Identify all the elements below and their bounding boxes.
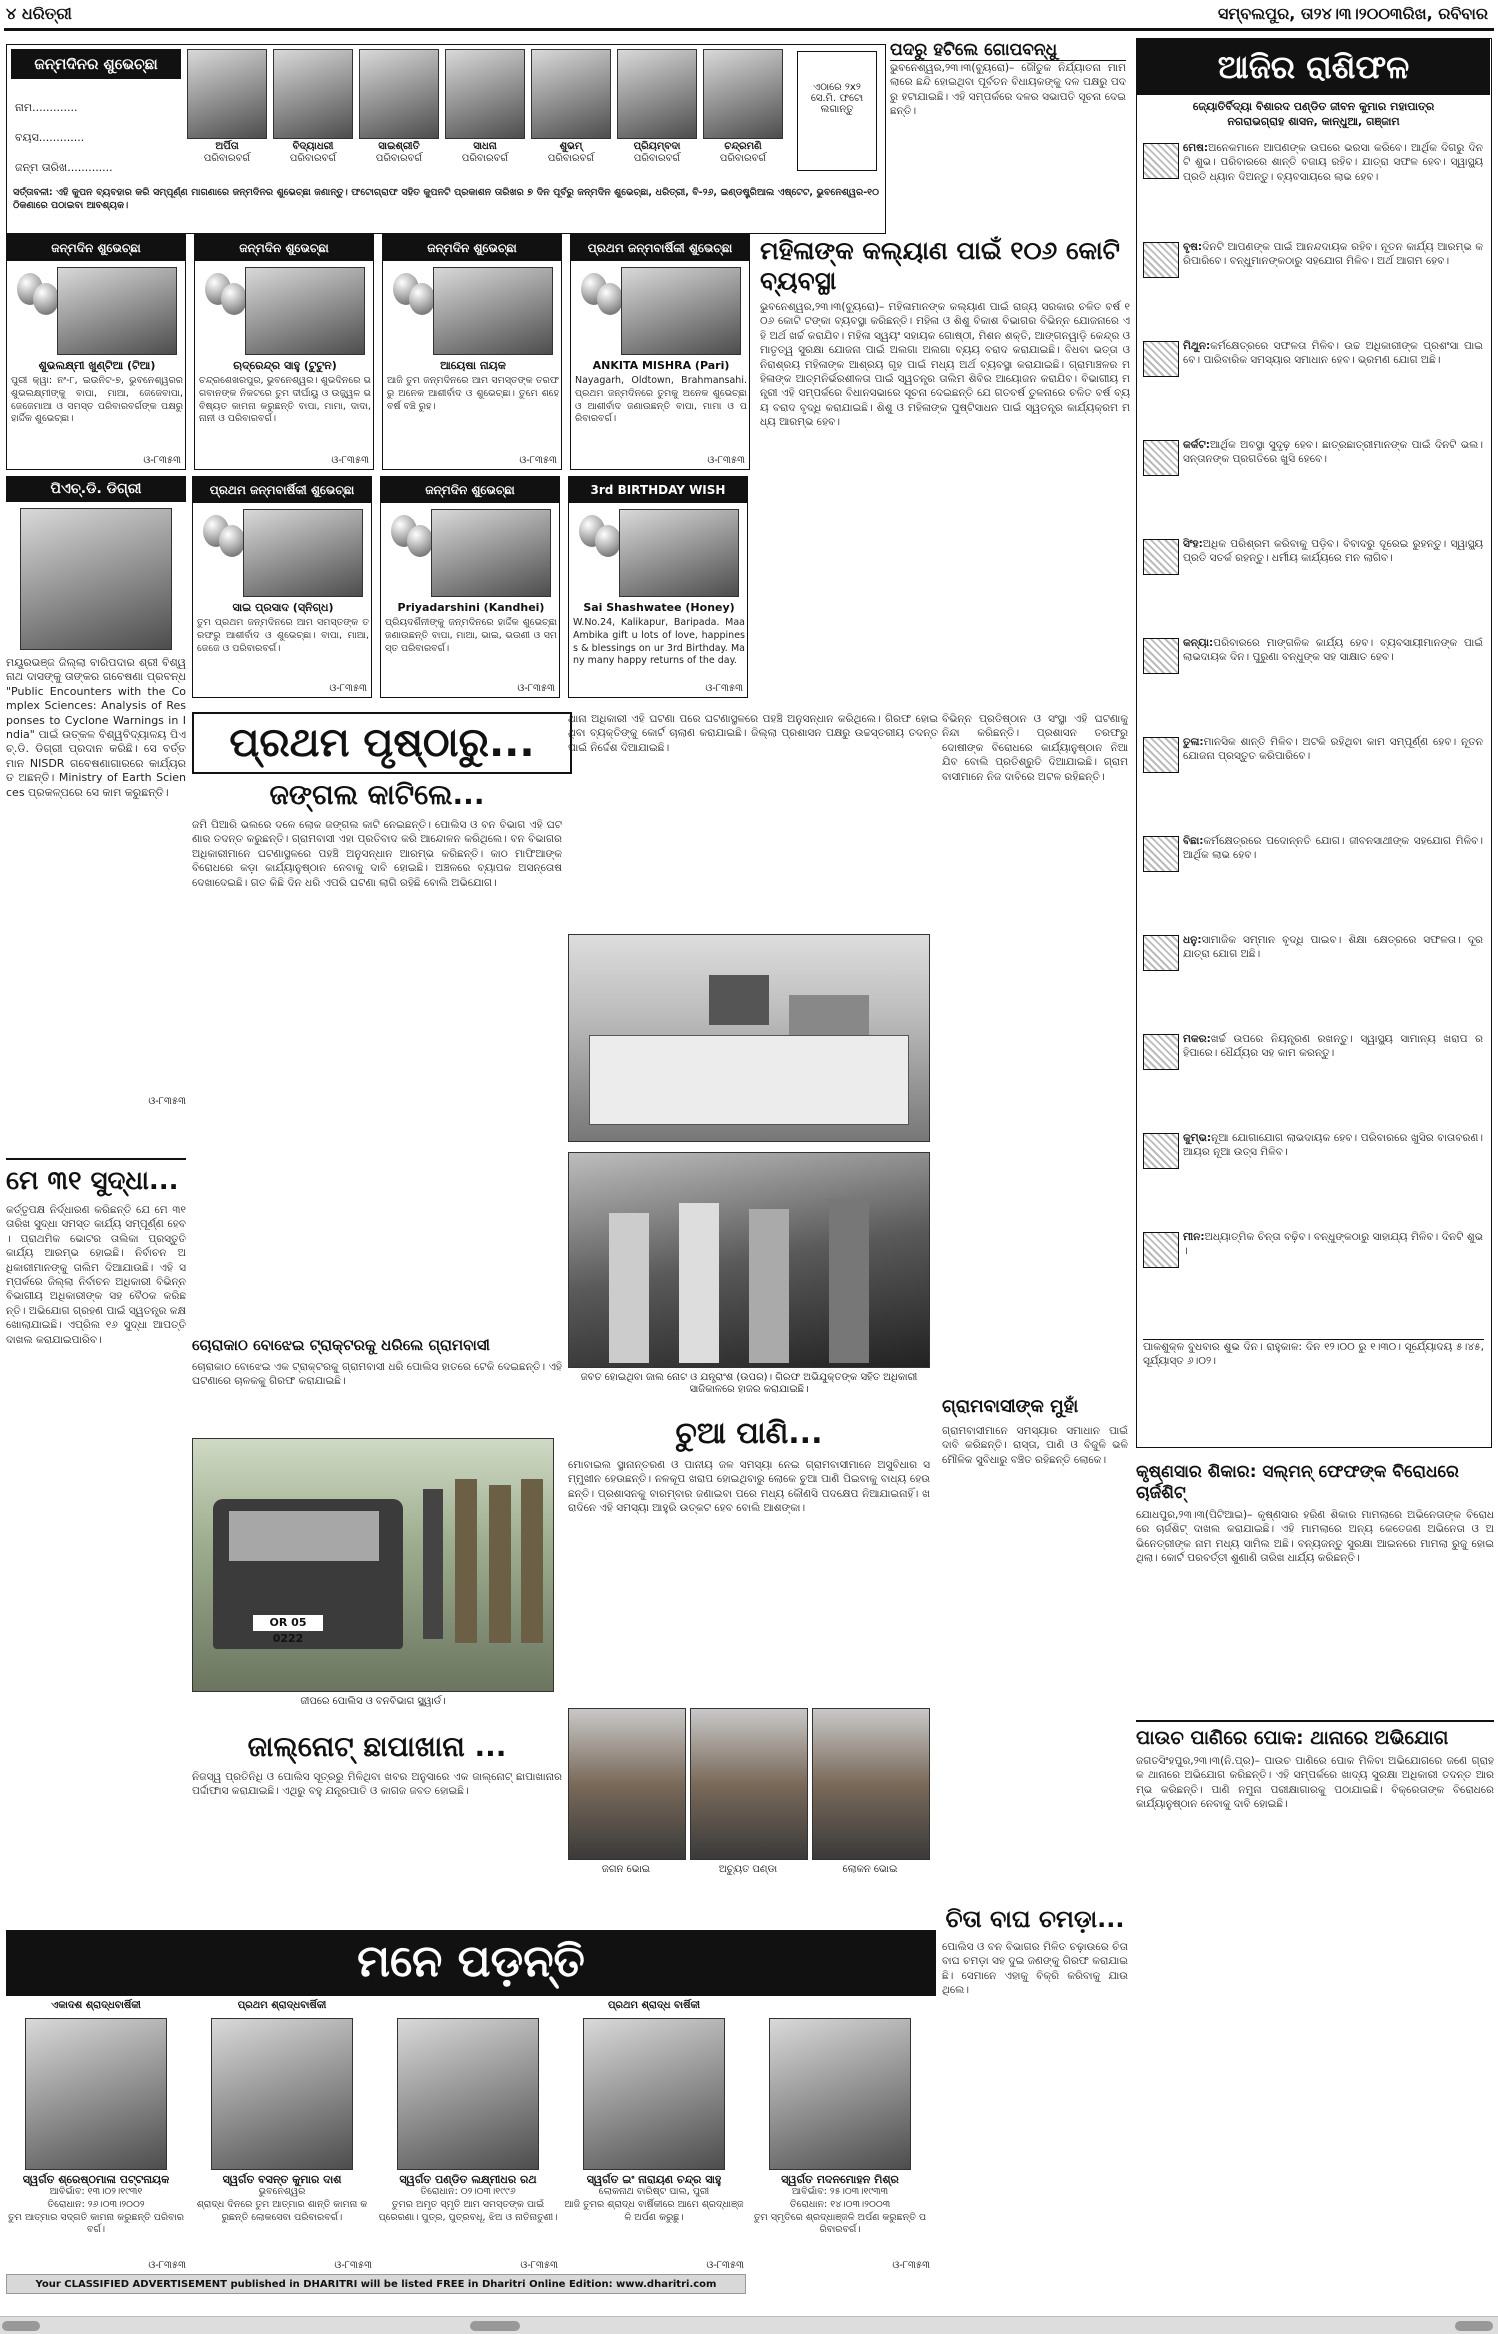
worm-news-title: ପାଉଚ ପାଣିରେ ପୋକ: ଥାନାରେ ଅଭିଯୋଗ — [1136, 1727, 1449, 1749]
kid-name: ସାଧନା — [473, 141, 497, 152]
kid-sub: ପରିବାରବର୍ଗ — [633, 153, 681, 164]
person-photo — [690, 1708, 808, 1860]
person-photo — [568, 1708, 686, 1860]
may31-body: କର୍ତ୍ତୃପକ୍ଷ ନିର୍ଦ୍ଧାରଣ କରିଛନ୍ତି ଯେ ମେ ୩୧ ତାରିଖ ସୁଦ୍ଧା ସମସ୍ତ କାର୍ଯ୍ୟ ସମ୍ପୂର୍ଣ୍ଣ ହେବ। ପ୍ରାଥମିକ ଭୋଟର ତାଲିକା ପ୍ରସ୍ତୁତି କାର୍ଯ୍ୟ ଆରମ୍ଭ ହୋଇଛି। ନିର୍ବାଚନ ଅଧିକାରୀମାନଙ୍କୁ ତାଲିମ ଦିଆଯାଉଛି। ଏହି ସମ୍ପର୍କରେ ଜିଲ୍ଲା ନିର୍ବାଚନ ଅଧିକାରୀ ବିଭିନ୍ନ ବିଭାଗୀୟ ଅଧିକାରୀଙ୍କ ସହ ବୈଠକ କରିଛନ୍ତି। ଅଭିଯୋଗ ଗ୍ରହଣ ପାଇଁ ସ୍ୱତନ୍ତ୍ର କକ୍ଷ ଖୋଲାଯାଇଛି। ଏପ୍ରିଲ ୧୬ ସୁଦ୍ଧା ଆପତ୍ତି ଦାଖଲ କରାଯାଇପାରିବ। — [6, 1204, 186, 1346]
kid-name: ଚନ୍ଦ୍ରମଣି — [724, 141, 762, 152]
person-name: ଲୋକନ ଭୋଇ — [842, 1864, 898, 1875]
kid-card — [617, 49, 697, 179]
worm-news-body: ଜଗତସିଂହପୁର,୨୩।୩(ନି.ପ୍ର)– ପାଉଚ ପାଣିରେ ପୋକ ମିଳିବା ଅଭିଯୋଗରେ ଜଣେ ଗ୍ରାହକ ଥାନାରେ ଅଭିଯୋଗ କରିଛନ୍ତି। ଏହି ସମ୍ପର୍କରେ ଖାଦ୍ୟ ସୁରକ୍ଷା ଅଧିକାରୀ ତଦନ୍ତ ଆରମ୍ଭ କରିଛନ୍ତି। ପାଣି ନମୁନା ପରୀକ୍ଷାଗାରକୁ ପଠାଯାଇଛି। ବିକ୍ରେତାଙ୍କ ବିରୋଧରେ କାର୍ଯ୍ୟାନୁଷ୍ଠାନ ନେବାକୁ ଦାବି ହୋଇଛି। — [1136, 1755, 1494, 1811]
wish-heading: ଜନ୍ମଦିନ ଶୁଭେଚ୍ଛା — [7, 235, 185, 261]
wish-code: ଓ-୮୩୫୩ — [143, 455, 181, 466]
horoscope-sign-text — [1183, 339, 1483, 432]
phd-heading: ପିଏଚ୍.ଡି. ଡିଗ୍ରୀ — [6, 476, 186, 502]
horoscope-sign — [1137, 832, 1490, 931]
jeep-photo — [192, 1438, 554, 1692]
chua-pani-body: ମୋବାଇଲ ସ୍ଥାନାନ୍ତରଣ ଓ ପାନୀୟ ଜଳ ସମସ୍ୟା ନେଇ ଗ୍ରାମବାସୀମାନେ ଅସୁବିଧାର ସମ୍ମୁଖୀନ ହେଉଛନ୍ତି। ନଳକୂପ ଖରାପ ହୋଇଥିବାରୁ ଲୋକେ ଚୁଆ ପାଣି ପିଇବାକୁ ବାଧ୍ୟ ହେଉଛନ୍ତି। ପ୍ରଶାସନକୁ ବାରମ୍ବାର ଜଣାଇବା ପରେ ମଧ୍ୟ କୌଣସି ପଦକ୍ଷେପ ନିଆଯାଇନାହିଁ। ଖରାଦିନେ ଏହି ସମସ୍ୟା ଆହୁରି ଉତ୍କଟ ହେବ ବୋଲି ଆଶଙ୍କା। — [568, 1459, 930, 1515]
memorial-photo — [25, 2018, 167, 2170]
wish-heading: ଜନ୍ମଦିନ ଶୁଭେଚ୍ଛା — [383, 235, 561, 261]
wish-card — [6, 234, 186, 470]
wish-card — [568, 476, 748, 698]
horoscope-sign-text — [1183, 537, 1483, 630]
horoscope-sign — [1137, 1228, 1490, 1327]
balloon-icon — [597, 283, 623, 315]
kid-photo — [273, 49, 353, 139]
front-page-banner: ପ୍ରଥମ ପୃଷ୍ଠାରୁ... — [192, 712, 572, 774]
memorial-photo — [211, 2018, 353, 2170]
zodiac-icon — [1143, 341, 1179, 377]
person-card — [568, 1708, 684, 1886]
horoscope-sign-text — [1183, 933, 1483, 1026]
memorial-card — [750, 2000, 930, 2270]
coupon-name-field: ନାମ............. — [15, 101, 78, 114]
horoscope-sign-body: ଅନେକମାନେ ଆପଣଙ୍କ ଉପରେ ଭରସା କରିବେ। ଆର୍ଥିକ ଦିଗରୁ ଦିନଟି ଶୁଭ। ପରିବାରରେ ଶାନ୍ତି ବଜାୟ ରହିବ। ଯାତ୍ରା ସଫଳ ହେବ। ସ୍ୱାସ୍ଥ୍ୟ ପ୍ରତି ଧ୍ୟାନ ଦିଅନ୍ତୁ। ବ୍ୟବସାୟରେ ଲାଭ ହେବ। — [1183, 142, 1483, 183]
memorial-tag — [750, 2000, 930, 2014]
memorial-name: ସ୍ୱର୍ଗତ ପଣ୍ଡିତ ଲକ୍ଷ୍ମୀଧର ରଥ — [399, 2173, 537, 2186]
horoscope-sign-name: କୁମ୍ଭ: — [1183, 1132, 1212, 1144]
memorial-tag: ଏକାଦଶ ଶ୍ରାଦ୍ଧବାର୍ଷିକୀ — [51, 2000, 141, 2011]
villagers-body: ଗ୍ରାମବାସୀମାନେ ସମସ୍ୟାର ସମାଧାନ ପାଇଁ ଦାବି କରିଛନ୍ତି। ରାସ୍ତା, ପାଣି ଓ ବିଜୁଳି ଭଳି ମୌଳିକ ସୁବିଧାରୁ ବଞ୍ଚିତ ରହିଛନ୍ତି ଲୋକେ। — [942, 1425, 1128, 1466]
wish-text: ଆଜି ତୁମ ଜନ୍ମଦିନରେ ଆମ ସମସ୍ତଙ୍କ ତରଫରୁ ଅନେକ ଆଶୀର୍ବାଦ ଓ ଶୁଭେଚ୍ଛା। ତୁମେ ଶହେ ବର୍ଷ ବଞ୍ଚି ରୁହ। — [387, 375, 559, 412]
caught-body: ଚୋରାକାଠ ବୋଝେଇ ଏକ ଟ୍ରାକ୍ଟରକୁ ଗ୍ରାମବାସୀ ଧରି ପୋଲିସ ହାତରେ ଟେକି ଦେଇଛନ୍ତି। ଏହି ଘଟଣାରେ ଚାଳକକୁ ଗିରଫ କରାଯାଇଛି। — [192, 1361, 562, 1388]
horoscope-sign-name: ଧନୁ: — [1183, 934, 1202, 946]
zodiac-icon — [1143, 1232, 1179, 1268]
memorial-card — [564, 2000, 744, 2270]
balloon-icon — [407, 525, 433, 557]
person-card — [812, 1708, 928, 1886]
horoscope-sign-body: କର୍ମକ୍ଷେତ୍ରରେ ପଦୋନ୍ନତି ଯୋଗ। ଜୀବନସାଥୀଙ୍କ ସହଯୋଗ ମିଳିବ। ଆର୍ଥିକ ଲାଭ ହେବ। — [1183, 835, 1483, 862]
wish-code: ଓ-୮୩୫୩ — [705, 683, 743, 694]
memorial-name: ସ୍ୱର୍ଗତ ମଦନମୋହନ ମିଶ୍ର — [781, 2173, 899, 2186]
wish-heading: 3rd BIRTHDAY WISH — [569, 477, 747, 503]
kid-photo — [187, 49, 267, 139]
women-news-title: ମହିଳାଙ୍କ କଲ୍ୟାଣ ପାଇଁ ୧୦୬ କୋଟି ବ୍ୟବସ୍ଥା — [760, 236, 1120, 295]
horoscope-sign-text — [1183, 141, 1483, 234]
wish-code: ଓ-୮୩୫୩ — [707, 455, 745, 466]
leopard-news — [942, 1904, 1128, 2296]
kids-photo-row — [187, 49, 787, 179]
memorial-tag: ପ୍ରଥମ ଶ୍ରାଦ୍ଧବାର୍ଷିକୀ — [237, 2000, 327, 2011]
wish-name: ଋଦ୍ରେନ୍ଦ୍ର ସାହୁ (ଟୁଟୁନ) — [233, 359, 337, 372]
memorial-row — [6, 2000, 936, 2296]
horoscope-byline: ଜ୍ୟୋତିର୍ବିଦ୍ୟା ବିଶାରଦ ପଣ୍ଡିତ ଜୀବନ କୁମାର ମହାପାତ୍ର ନଗରାଭଗ୍ରାହ ଶାସନ, କାନ୍ଧୁଆ, ଗଞ୍ଜାମ — [1192, 100, 1435, 128]
horoscope-sign — [1137, 238, 1490, 337]
wish-name: ଶୁଭଲକ୍ଷ୍ମୀ ଖୁଣ୍ଟିଆ (ଟିଆ) — [38, 359, 156, 372]
seized-caption: ଜବତ ହୋଇଥିବା ଜାଲ ନୋଟ ଓ ଯନ୍ତ୍ରାଂଶ (ଉପର)। ଗିରଫ ଅଭିଯୁକ୍ତଙ୍କ ସହିତ ଅଧିକାରୀ ସାଜିକାଳରେ ହାଜର କରାଯାଇଛି। — [580, 1372, 918, 1395]
balloon-icon — [219, 525, 245, 557]
kid-sub: ପରିବାରବର୍ଗ — [289, 153, 337, 164]
wish-card — [192, 476, 372, 698]
coupon-date-field: ଜନ୍ମ ତାରିଖ............. — [15, 161, 113, 174]
memorial-card — [6, 2000, 186, 2270]
kid-photo — [359, 49, 439, 139]
horoscope-sign-text — [1183, 1230, 1483, 1323]
kid-card — [359, 49, 439, 179]
birthday-coupon — [6, 44, 886, 234]
person-name: ଅଚ୍ୟୁତ ପଣ୍ଡା — [718, 1864, 778, 1875]
horoscope-sign-body: ଦିନଟି ଆପଣଙ୍କ ପାଇଁ ଆନନ୍ଦଦାୟକ ରହିବ। ନୂତନ କାର୍ଯ୍ୟ ଆରମ୍ଭ କରିପାରିବେ। ବନ୍ଧୁମାନଙ୍କଠାରୁ ସହଯୋଗ ମିଳିବ। ଅର୍ଥ ଆଗମ ହେବ। — [1183, 241, 1483, 268]
zodiac-icon — [1143, 737, 1179, 773]
wish-text: W.No.24, Kalikapur, Baripada. Maa Ambika gift u lots of love, happiness & blessings on ur 3rd Birthday. Many many happy returns of the day. — [573, 617, 745, 667]
horoscope-sign-text — [1183, 636, 1483, 729]
horoscope-sign — [1137, 1030, 1490, 1129]
wish-name: Sai Shashwatee (Honey) — [583, 601, 735, 614]
wish-row-2 — [192, 476, 756, 702]
photo-placeholder: ଏଠାରେ ୨x୨ ସେ.ମି. ଫଟୋ ଲଗାନ୍ତୁ — [797, 51, 877, 171]
horoscope-sign — [1137, 139, 1490, 238]
wish-card — [194, 234, 374, 470]
zodiac-icon — [1143, 440, 1179, 476]
person-card — [690, 1708, 806, 1886]
leopard-title: ଚିତା ବାଘ ଚମଡ଼ା... — [945, 1905, 1125, 1933]
zodiac-icon — [1143, 242, 1179, 278]
worm-news — [1136, 1726, 1494, 2296]
zodiac-icon — [1143, 539, 1179, 575]
wish-code: ଓ-୮୩୫୩ — [519, 455, 557, 466]
deer-news — [1136, 1462, 1494, 1722]
jeep-caption: ଜୀପରେ ପୋଲିସ ଓ ବନବିଭାଗ ସ୍କ୍ୱାର୍ଡ। — [300, 1696, 446, 1707]
dropped-news-title: ପଦରୁ ହଟିଲେ ଗୋପବନ୍ଧୁ — [890, 40, 1126, 61]
memorial-photo — [769, 2018, 911, 2170]
villagers-title: ଗ୍ରାମବାସୀଙ୍କ ମୁହାଁ — [942, 1396, 1079, 1417]
memorial-photo — [397, 2018, 539, 2170]
women-welfare-news — [760, 236, 1130, 708]
kid-card — [273, 49, 353, 179]
kid-card — [187, 49, 267, 179]
memorial-card — [192, 2000, 372, 2270]
horoscope-sign-name: କର୍କଟ: — [1183, 439, 1210, 451]
edition-date: ସମ୍ବଲପୁର, ତା୨୪।୩।୨୦୦୩ରିଖ, ରବିବାର — [1217, 4, 1488, 23]
wish-heading: ପ୍ରଥମ ଜନ୍ମବାର୍ଷିକୀ ଶୁଭେଚ୍ଛା — [571, 235, 749, 261]
wish-photo — [433, 267, 553, 355]
wish-name: Priyadarshini (Kandhei) — [397, 601, 545, 614]
chua-pani-title: ଚୁଆ ପାଣି... — [675, 1416, 823, 1451]
horoscope-sign-text — [1183, 1032, 1483, 1125]
horoscope-sign-body: ମାନସିକ ଶାନ୍ତି ମିଳିବ। ଅଟକି ରହିଥିବା କାମ ସମ୍ପୂର୍ଣ୍ଣ ହେବ। ନୂତନ ଯୋଜନା ପ୍ରସ୍ତୁତ କରିପାରିବେ। — [1183, 736, 1483, 763]
kid-sub: ପରିବାରବର୍ଗ — [203, 153, 251, 164]
kid-sub: ପରିବାରବର୍ଗ — [719, 153, 767, 164]
memorial-code: ଓ-୮୩୫୩ — [706, 2260, 744, 2271]
wish-photo — [243, 509, 363, 597]
phd-notice — [6, 476, 186, 1156]
may31-title: ମେ ୩୧ ସୁଦ୍ଧା... — [6, 1166, 179, 1196]
balloon-icon — [409, 283, 435, 315]
coupon-age-field: ବୟସ............. — [15, 131, 85, 144]
zodiac-icon — [1143, 836, 1179, 872]
caught-title: ଚୋରାକାଠ ବୋଝେଇ ଟ୍ରାକ୍ଟରକୁ ଧରିଲେ ଗ୍ରାମବାସୀ — [192, 1336, 490, 1354]
wish-name: ଆୟେଷା ନାୟକ — [440, 359, 506, 372]
kid-photo — [445, 49, 525, 139]
horoscope-sign — [1137, 535, 1490, 634]
kid-name: ପ୍ରିୟମ୍ବଦା — [633, 141, 681, 152]
horoscope-sign — [1137, 436, 1490, 535]
wish-card — [380, 476, 560, 698]
horoscope-sign-body: ଆର୍ଥିକ ଅବସ୍ଥା ସୁଦୃଢ଼ ହେବ। ଛାତ୍ରଛାତ୍ରୀମାନଙ୍କ ପାଇଁ ଦିନଟି ଭଲ। ସନ୍ତାନଙ୍କ ପ୍ରଗତିରେ ଖୁସି ହେବେ। — [1183, 439, 1483, 466]
horoscope-sign-name: ସିଂହ: — [1183, 538, 1203, 550]
balloon-icon — [33, 283, 59, 315]
memorial-text: ଆବିର୍ଭାବ: ୨୫।୦୩।୧୯୩୩ ତିରୋଧାନ: ୧୪।୦୩।୨୦୦୩ ତୁମ ସ୍ମୃତିରେ ଶ୍ରଦ୍ଧାଞ୍ଜଳି ଅର୍ପଣ କରୁଛନ୍ତି ପରିବାରବର୍ଗ। — [753, 2186, 927, 2236]
horoscope-sign — [1137, 337, 1490, 436]
deer-news-title: କୃଷ୍ଣସାର ଶିକାର: ସଲ୍‌ମନ୍ ଫେଫଙ୍କ ବିରୋଧରେ ଚାର୍ଜଶିଟ୍ — [1136, 1462, 1459, 1503]
scroll-thumb[interactable] — [470, 2321, 520, 2331]
horoscope-sign — [1137, 931, 1490, 1030]
front-mid-body: ଥାନା ଅଧିକାରୀ ଏହି ଘଟଣା ପରେ ଘଟଣାସ୍ଥଳରେ ପହଞ୍ଚି ଅନୁସନ୍ଧାନ କରିଥିଲେ। ଗିରଫ ହୋଇଥିବା ବ୍ୟକ୍ତିଙ୍କୁ କୋର୍ଟ ଚାଲାଣ କରାଯାଇଛି। ଜିଲ୍ଲା ପ୍ରଶାସନ ପକ୍ଷରୁ ଉଚ୍ଚସ୍ତରୀୟ ତଦନ୍ତ ପାଇଁ ନିର୍ଦ୍ଦେଶ ଦିଆଯାଇଛି। — [568, 713, 938, 754]
horoscope-sign — [1137, 733, 1490, 832]
wish-text: ପ୍ରିୟଦର୍ଶିନୀଙ୍କୁ ଜନ୍ମଦିନରେ ହାର୍ଦ୍ଦିକ ଶୁଭେଚ୍ଛା ଜଣାଉଛନ୍ତି ବାପା, ମାଆ, ଭାଇ, ଭଉଣୀ ଓ ସମସ୍ତ ପରିବାରବର୍ଗ। — [385, 617, 557, 654]
horoscope-footer: ପାକଶୁକ୍ଳ ବୁଧବାର ଶୁଭ ଦିନ। ରାହୁକାଳ: ଦିନ ୧୨।୦୦ ରୁ ୧।୩୦। ସୂର୍ଯ୍ୟୋଦୟ ୫।୪୫, ସୂର୍ଯ୍ୟାସ୍ତ ୬।୦୨। — [1143, 1339, 1484, 1439]
wish-code: ଓ-୮୩୫୩ — [329, 683, 367, 694]
horoscope-sign — [1137, 634, 1490, 733]
seized-items-photo — [568, 934, 930, 1142]
kid-name: ସାଇଶ୍ରୀତି — [378, 141, 420, 152]
balloon-icon — [595, 525, 621, 557]
women-news-body: ଭୁବନେଶ୍ୱର,୨୩।୩(ବ୍ୟୁରୋ)– ମହିଳାମାନଙ୍କ କଲ୍ୟାଣ ପାଇଁ ରାଜ୍ୟ ସରକାର ଚଳିତ ବର୍ଷ ୧୦୬ କୋଟି ଟଙ୍କା ବ୍ୟବସ୍ଥା କରିଛନ୍ତି। ମହିଳା ଓ ଶିଶୁ ବିକାଶ ବିଭାଗର ବିଭିନ୍ନ ଯୋଜନାରେ ଏହି ଅର୍ଥ ଖର୍ଚ୍ଚ କରାଯିବ। ମହିଳା ସ୍ୱୟଂ ସହାୟକ ଗୋଷ୍ଠୀ, ମିଶନ ଶକ୍ତି, ଆଙ୍ଗନୱାଡ଼ି କେନ୍ଦ୍ର ଓ ମାତୃତ୍ୱ ସୁରକ୍ଷା ଯୋଜନା ପାଇଁ ଅଲଗା ଅଲଗା ବ୍ୟୟ ବରାଦ କରାଯାଇଛି। ବିଧବା ଭତ୍ତା ଓ ନିରାଶ୍ରୟ ମହିଳାଙ୍କ ଆଶ୍ରୟ ଗୃହ ପାଇଁ ମଧ୍ୟ ଅର୍ଥ ବ୍ୟବସ୍ଥା କରାଯାଇଛି। ଗ୍ରାମାଞ୍ଚଳର ମହିଳାଙ୍କ ଆତ୍ମନିର୍ଭରଶୀଳତା ପାଇଁ ସ୍ୱତନ୍ତ୍ର ତାଲିମ ଶିବିର ଆୟୋଜନ କରାଯିବ। ବିଭାଗୀୟ ମନ୍ତ୍ରୀ ଏହି ସମ୍ପର୍କରେ ବିଧାନସଭାରେ ସୂଚନା ଦେଇଛନ୍ତି ଯେ ଗତବର୍ଷ ତୁଳନାରେ ଚଳିତ ବର୍ଷ ବ୍ୟୟ ବରାଦ ବୃଦ୍ଧି କରାଯାଇଛି। ଶିଶୁ ଓ ମହିଳାଙ୍କ ପୁଷ୍ଟିସାଧନ ପାଇଁ ସ୍ୱତନ୍ତ୍ର କାର୍ଯ୍ୟକ୍ରମ ମଧ୍ୟ ଆରମ୍ଭ ହେବ। — [760, 301, 1130, 429]
wish-photo — [619, 509, 739, 597]
wish-card — [382, 234, 562, 470]
horoscope-sign-name: ତୁଳା: — [1183, 736, 1204, 748]
memorial-tag — [378, 2000, 558, 2014]
jeep-plate: OR 05 0222 — [253, 1615, 323, 1631]
wish-name: ସାଇ ପ୍ରସାଦ (ସ୍ନିଗ୍ଧ) — [232, 601, 334, 614]
memorial-code: ଓ-୮୩୫୩ — [892, 2260, 930, 2271]
scroll-left-arrow[interactable] — [2, 2321, 40, 2331]
horizontal-scrollbar[interactable] — [0, 2316, 1498, 2334]
wish-name: ANKITA MISHRA (Pari) — [592, 359, 730, 372]
wish-text: ଚନ୍ଦ୍ରଶେଖରପୁର, ଭୁବନେଶ୍ୱର। ଶୁଭଦିନରେ ଭଗବାନଙ୍କ ନିକଟରେ ତୁମ ଦୀର୍ଘାୟୁ ଓ ଉଜ୍ଜ୍ୱଳ ଭବିଷ୍ୟତ କାମନା କରୁଛନ୍ତି ବାପା, ମାମା, ଦାଦା, ନାନୀ ଓ ପରିବାରବର୍ଗ। — [199, 375, 371, 425]
wish-photo — [245, 267, 365, 355]
wish-photo — [57, 267, 177, 355]
horoscope-sign-name: କନ୍ୟା: — [1183, 637, 1214, 649]
memorial-name: ସ୍ୱର୍ଗତ ବସନ୍ତ କୁମାର ଦାଶ — [222, 2173, 342, 2186]
wish-text: Nayagarh, Oldtown, Brahmansahi. ପ୍ରଥମ ଜନ୍ମଦିନରେ ତୁମକୁ ଅନେକ ଶୁଭେଚ୍ଛା ଓ ଆଶୀର୍ବାଦ ଜଣାଉଛନ୍ତି ବାପା, ମାମା ଓ ପରିବାରବର୍ଗ। — [575, 375, 747, 425]
wish-code: ଓ-୮୩୫୩ — [331, 455, 369, 466]
horoscope-sign-name: ମୀନ: — [1183, 1231, 1205, 1243]
zodiac-icon — [1143, 1034, 1179, 1070]
horoscope-sign-text — [1183, 438, 1483, 531]
memorial-text: ଆବିର୍ଭାବ: ୧୩।୦୨।୧୯୩୧ ତିରୋଧାନ: ୨୬।୦୩।୨୦୦୨ ତୁମ ଆତ୍ମାର ସଦ୍‌ଗତି କାମନା କରୁଛନ୍ତି ପରିବାରବର୍ଗ। — [8, 2186, 184, 2236]
memorial-text: ଭୁବନେଶ୍ୱର ଶ୍ରାଦ୍ଧ ଦିନରେ ତୁମ ଆତ୍ମାର ଶାନ୍ତି କାମନା କରୁଛନ୍ତି ଲୋକସେବା ପରିବାରବର୍ଗ। — [196, 2186, 368, 2223]
jungle-title: ଜଙ୍ଗଲ କାଟିଲେ... — [269, 778, 485, 811]
horoscope-sign-body: ଅଧିକ ପରିଶ୍ରମ କରିବାକୁ ପଡ଼ିବ। ବିବାଦରୁ ଦୂରେଇ ରୁହନ୍ତୁ। ସ୍ୱାସ୍ଥ୍ୟ ପ୍ରତି ସତର୍କ ରହନ୍ତୁ। ଧର୍ମୀୟ କାର୍ଯ୍ୟରେ ମନ ଲାଗିବ। — [1183, 538, 1483, 565]
person-photo — [812, 1708, 930, 1860]
memorial-name: ସ୍ୱର୍ଗତ ଶ୍ରେଷ୍ଠମାଳା ପଟ୍ଟନାୟକ — [22, 2173, 170, 2186]
zodiac-icon — [1143, 1133, 1179, 1169]
kid-photo — [531, 49, 611, 139]
kid-name: ଅର୍ପିତା — [215, 141, 239, 152]
memorial-tag: ପ୍ରଥମ ଶ୍ରାଦ୍ଧ ବାର୍ଷିକୀ — [607, 2000, 701, 2011]
wish-heading: ଜନ୍ମଦିନ ଶୁଭେଚ୍ଛା — [195, 235, 373, 261]
accused-photo — [568, 1152, 930, 1368]
memorial-text: ତିରୋଧାନ: ୦୨।୦୩।୧୯୯୬ ତୁମର ଅମୃତ ସ୍ମୃତି ଆମ ସମସ୍ତଙ୍କ ପାଇଁ ପ୍ରେରଣା। ପୁତ୍ର, ପୁତ୍ରବଧୂ, ଝିଅ ଓ ନାତିନାତୁଣୀ। — [378, 2186, 558, 2223]
wish-photo — [621, 267, 741, 355]
front-right-body: ବିଭିନ୍ନ ପ୍ରତିଷ୍ଠାନ ଓ ସଂସ୍ଥା ଏହି ଘଟଣାକୁ ନିନ୍ଦା କରିଛନ୍ତି। ପ୍ରଶାସନ ତରଫରୁ ଦୋଷୀଙ୍କ ବିରୋଧରେ କାର୍ଯ୍ୟାନୁଷ୍ଠାନ ନିଆଯିବ ବୋଲି ପ୍ରତିଶ୍ରୁତି ଦିଆଯାଇଛି। ଗ୍ରାମବାସୀମାନେ ନିଜ ଦାବିରେ ଅଟଳ ରହିଛନ୍ତି। — [942, 713, 1128, 783]
horoscope-sign-text — [1183, 834, 1483, 927]
horoscope-sign — [1137, 1129, 1490, 1228]
wish-text: ତୁମ ପ୍ରଥମ ଜନ୍ମଦିନରେ ଆମ ସମସ୍ତଙ୍କ ତରଫରୁ ଆଶୀର୍ବାଦ ଓ ଶୁଭେଚ୍ଛା। ବାପା, ମାଆ, ଜେଜେ ଓ ପରିବାରବର୍ଗ। — [197, 617, 369, 654]
horoscope-sign-body: ପରିବାରରେ ମାଙ୍ଗଳିକ କାର୍ଯ୍ୟ ହେବ। ବ୍ୟବସାୟୀମାନଙ୍କ ପାଇଁ ଲାଭଦାୟକ ଦିନ। ପୁରୁଣା ବନ୍ଧୁଙ୍କ ସହ ସାକ୍ଷାତ ହେବ। — [1183, 637, 1483, 664]
memorial-code: ଓ-୮୩୫୩ — [148, 2260, 186, 2271]
memorial-banner: ମନେ ପଡ଼ନ୍ତି — [6, 1930, 936, 1996]
wish-photo — [431, 509, 551, 597]
coupon-title: ଜନ୍ମଦିନର ଶୁଭେଚ୍ଛା — [11, 49, 181, 79]
wish-text: ପୁରୀ କ୍ୱା: ନଂ-୮, ଇଉନିଟ-୭, ଭୁବନେଶ୍ୱରର ଶୁଭଲକ୍ଷ୍ମୀଙ୍କୁ ବାପା, ମାଆ, ଜେଜେବାପା, ଜେଜେମାଆ ଓ ସମସ୍ତ ପରିବାରବର୍ଗଙ୍କ ପକ୍ଷରୁ ହାର୍ଦ୍ଦିକ ଶୁଭେଚ୍ଛା। — [11, 375, 183, 425]
kid-photo — [703, 49, 783, 139]
chua-pani-people — [568, 1708, 930, 1886]
kid-sub: ପରିବାରବର୍ଗ — [375, 153, 423, 164]
memorial-text: ଲୋକନାଥ ବାରିଷ୍ଟ ପାଲ, ପୁରୀ ଆଜି ତୁମର ଶ୍ରାଦ୍ଧ ବାର୍ଷିକୀରେ ଆମେ ଶ୍ରଦ୍ଧାଞ୍ଜଳି ଅର୍ପଣ କରୁଛୁ। — [564, 2186, 744, 2223]
horoscope-sign-body: ଖର୍ଚ୍ଚ ଉପରେ ନିୟନ୍ତ୍ରଣ ରଖନ୍ତୁ। ସ୍ୱାସ୍ଥ୍ୟ ସାମାନ୍ୟ ଖରାପ ରହିପାରେ। ଧୈର୍ଯ୍ୟର ସହ କାମ କରନ୍ତୁ। — [1183, 1033, 1483, 1060]
wish-code: ଓ-୮୩୫୩ — [517, 683, 555, 694]
dropped-news-body: ଭୁବନେଶ୍ୱର,୨୩।୩(ବ୍ୟୁରୋ)– ଜୌତୁକ ନିର୍ଯ୍ୟାତନା ମାମଲାରେ ଛନ୍ଦି ହୋଇଥିବା ପୂର୍ବତନ ବିଧାୟକଙ୍କୁ ଦଳ ପକ୍ଷରୁ ପଦରୁ ହଟାଯାଇଛି। ଏହି ସମ୍ପର୍କରେ ଦଳର ସଭାପତି ସୂଚନା ଦେଇଛନ୍ତି। — [890, 62, 1126, 118]
kid-card — [703, 49, 783, 179]
person-name: ଜଗନ ଭୋଇ — [601, 1864, 651, 1875]
horoscope-panel — [1136, 38, 1492, 1448]
horoscope-sign-name: ମକର: — [1183, 1033, 1211, 1045]
wish-card — [570, 234, 750, 470]
horoscope-sign-body: ସାମାଜିକ ସମ୍ମାନ ବୃଦ୍ଧି ପାଇବ। ଶିକ୍ଷା କ୍ଷେତ୍ରରେ ସଫଳତା। ଦୂର ଯାତ୍ରା ଯୋଗ ଅଛି। — [1183, 934, 1483, 961]
horoscope-sign-body: ଅଧ୍ୟାତ୍ମିକ ଚିନ୍ତା ବଢ଼ିବ। ବନ୍ଧୁଙ୍କଠାରୁ ସାହାଯ୍ୟ ମିଳିବ। ଦିନଟି ଶୁଭ। — [1183, 1231, 1483, 1258]
wish-heading: ପ୍ରଥମ ଜନ୍ମବାର୍ଷିକୀ ଶୁଭେଚ୍ଛା — [193, 477, 371, 503]
balloon-icon — [221, 283, 247, 315]
leopard-body: ପୋଲିସ ଓ ବନ ବିଭାଗର ମିଳିତ ଚଢ଼ାଉରେ ଚିତା ବାଘ ଚମଡ଼ା ସହ ଦୁଇ ଜଣଙ୍କୁ ଗିରଫ କରାଯାଇଛି। ସେମାନେ ଏହାକୁ ବିକ୍ରି କରିବାକୁ ଯାଉଥିଲେ। — [942, 1941, 1128, 1997]
horoscope-sign-text — [1183, 735, 1483, 828]
horoscope-sign-name: ମିଥୁନ: — [1183, 340, 1211, 352]
horoscope-sign-name: ବୃଷ: — [1183, 241, 1203, 253]
memorial-card — [378, 2000, 558, 2270]
horoscope-sign-body: ନୂଆ ଯୋଗାଯୋଗ ଲାଭଦାୟକ ହେବ। ପରିବାରରେ ଖୁସିର ବାତାବରଣ। ଆୟର ନୂଆ ଉତ୍ସ ମିଳିବ। — [1183, 1132, 1483, 1159]
memorial-code: ଓ-୮୩୫୩ — [334, 2260, 372, 2271]
may31-news — [6, 1166, 186, 1926]
kid-name: ବିଦ୍ୟାଧରୀ — [292, 141, 334, 152]
kid-sub: ପରିବାରବର୍ଗ — [547, 153, 595, 164]
horoscope-sign-name: ମେଷ: — [1183, 142, 1209, 154]
deer-news-body: ଯୋଧପୁର,୨୩।୩(ପିଟିଆଇ)– କୃଷ୍ଣସାର ହରିଣ ଶିକାର ମାମଲାରେ ଅଭିନେତାଙ୍କ ବିରୋଧରେ ଚାର୍ଜଶିଟ୍ ଦାଖଲ କରାଯାଇଛି। ଏହି ମାମଲାରେ ଅନ୍ୟ କେତେଜଣ ଅଭିନେତା ଓ ଅଭିନେତ୍ରୀଙ୍କ ନାମ ମଧ୍ୟ ସାମିଲ ଅଛି। ବନ୍ୟଜନ୍ତୁ ସୁରକ୍ଷା ଆଇନରେ ମାମଲା ରୁଜୁ ହୋଇଥିଲା। କୋର୍ଟ ପରବର୍ତ୍ତୀ ଶୁଣାଣି ତାରିଖ ଧାର୍ଯ୍ୟ କରିଛନ୍ତି। — [1136, 1509, 1494, 1565]
phd-code: ଓ-୮୩୫୩ — [148, 1096, 186, 1107]
dropped-news — [890, 40, 1126, 211]
kid-card — [445, 49, 525, 179]
fake-note-body: ନିଜସ୍ୱ ପ୍ରତିନିଧି ଓ ପୋଲିସ ସୂତ୍ରରୁ ମିଳିଥିବା ଖବର ଅନୁସାରେ ଏକ ଜାଲ୍‌ନୋଟ୍ ଛାପାଖାନାର ପର୍ଦ୍ଦାଫାସ କରାଯାଇଛି। ଏଥିରୁ ବହୁ ଯନ୍ତ୍ରପାତି ଓ କାଗଜ ଜବତ ହୋଇଛି। — [192, 1771, 562, 1798]
scroll-right-arrow[interactable] — [1455, 2321, 1493, 2331]
memorial-name: ସ୍ୱର୍ଗତ ଇଂ ନାରାୟଣ ଚନ୍ଦ୍ର ସାହୁ — [586, 2173, 722, 2186]
zodiac-icon — [1143, 935, 1179, 971]
classified-footer: Your CLASSIFIED ADVERTISEMENT published in DHARITRI will be listed FREE in Dharitri Online Edition: www.dharitri.com — [6, 2274, 746, 2294]
horoscope-title: ଆଜିର ରାଶିଫଳ — [1137, 39, 1490, 95]
kid-name: ଶୁଭମ୍ — [559, 141, 583, 152]
zodiac-icon — [1143, 638, 1179, 674]
page-number: ୪ ଧରିତ୍ରୀ — [6, 4, 72, 23]
wish-heading: ଜନ୍ମଦିନ ଶୁଭେଚ୍ଛା — [381, 477, 559, 503]
phd-body: ମୟୂରଭଞ୍ଜ ଜିଲ୍ଲା ବାରିପଦାର ଶ୍ରୀ ବିଶ୍ୱନାଥ ଦାସଙ୍କୁ ତାଙ୍କର ଗବେଷଣା ପ୍ରବନ୍ଧ "Public Encounters with the Complex Sciences: Analysis of Responses to Cyclone Warnings in India" ପାଇଁ ଉତ୍କଳ ବିଶ୍ୱବିଦ୍ୟାଳୟ ପିଏଚ୍.ଡି. ଡିଗ୍ରୀ ପ୍ରଦାନ କରିଛି। ସେ ବର୍ତ୍ତମାନ NISDR ଗବେଷଣାଗାରରେ କାର୍ଯ୍ୟରତ ଅଛନ୍ତି। Ministry of Earth Sciences ପ୍ରକଳ୍ପରେ ସେ କାମ କରୁଛନ୍ତି। — [6, 656, 186, 799]
coupon-terms: ସର୍ତ୍ତାବଳୀ: ଏହି କୁପନ ବ୍ୟବହାର କରି ସମ୍ପୂର୍ଣ୍ଣ ମାଗଣାରେ ଜନ୍ମଦିନର ଶୁଭେଚ୍ଛା ଜଣାନ୍ତୁ। ଫଟୋଗ୍ରାଫ ସହିତ କୁପନଟି ପ୍ରକାଶନ ତାରିଖର ୭ ଦିନ ପୂର୍ବରୁ ଜନ୍ମଦିନ ଶୁଭେଚ୍ଛା, ଧରିତ୍ରୀ, ବି-୨୬, ଇଣ୍ଡଷ୍ଟ୍ରିଆଲ ଏଷ୍ଟେଟ, ଭୁବନେଶ୍ୱର-୧୦ ଠିକଣାରେ ପଠାଇବା ଆବଶ୍ୟକ। — [13, 187, 879, 211]
horoscope-sign-text — [1183, 240, 1483, 333]
wish-row-1 — [6, 234, 756, 474]
horoscope-signs — [1137, 139, 1490, 1329]
memorial-photo — [583, 2018, 725, 2170]
jungle-body: ଜମି ପିଆରି ଭଲରେ ଦଳେ ଲୋକ ଜଙ୍ଗଲ କାଟି ନେଇଛନ୍ତି। ପୋଲିସ ଓ ବନ ବିଭାଗ ଏହି ଘଟଣାର ତଦନ୍ତ କରୁଛନ୍ତି। ଗ୍ରାମବାସୀ ଏହା ପ୍ରତିବାଦ କରି ଆନ୍ଦୋଳନ କରିଥିଲେ। ବନ ବିଭାଗର ଅଧିକାରୀମାନେ ଘଟଣାସ୍ଥଳରେ ପହଞ୍ଚି ଅନୁସନ୍ଧାନ ଆରମ୍ଭ କରିଛନ୍ତି। କାଠ ମାଫିଆଙ୍କ ବିରୋଧରେ କଡ଼ା କାର୍ଯ୍ୟାନୁଷ୍ଠାନ ନେବାକୁ ଦାବି ହୋଇଛି। ଅଞ୍ଚଳରେ ବ୍ୟାପକ ଅସନ୍ତୋଷ ଦେଖାଦେଇଛି। ଗତ କିଛି ଦିନ ଧରି ଏପରି ଘଟଣା ଲାଗି ରହିଛି ବୋଲି ଅଭିଯୋଗ। — [192, 819, 562, 889]
horoscope-sign-text — [1183, 1131, 1483, 1224]
zodiac-icon — [1143, 143, 1179, 179]
memorial-code: ଓ-୮୩୫୩ — [520, 2260, 558, 2271]
kid-photo — [617, 49, 697, 139]
fake-note-title: ଜାଲ୍‌ନୋଟ୍ ଛାପାଖାନା ... — [247, 1730, 507, 1763]
horoscope-sign-body: କର୍ମକ୍ଷେତ୍ରରେ ସଫଳତା ମିଳିବ। ଉଚ୍ଚ ଅଧିକାରୀଙ୍କ ପ୍ରଶଂସା ପାଇବେ। ପାରିବାରିକ ସମସ୍ୟାର ସମାଧାନ ହେବ। ଭ୍ରମଣ ଯୋଗ ଅଛି। — [1183, 340, 1483, 367]
kid-sub: ପରିବାରବର୍ଗ — [461, 153, 509, 164]
kid-card — [531, 49, 611, 179]
horoscope-sign-name: ବିଛା: — [1183, 835, 1204, 847]
phd-photo — [20, 508, 172, 650]
